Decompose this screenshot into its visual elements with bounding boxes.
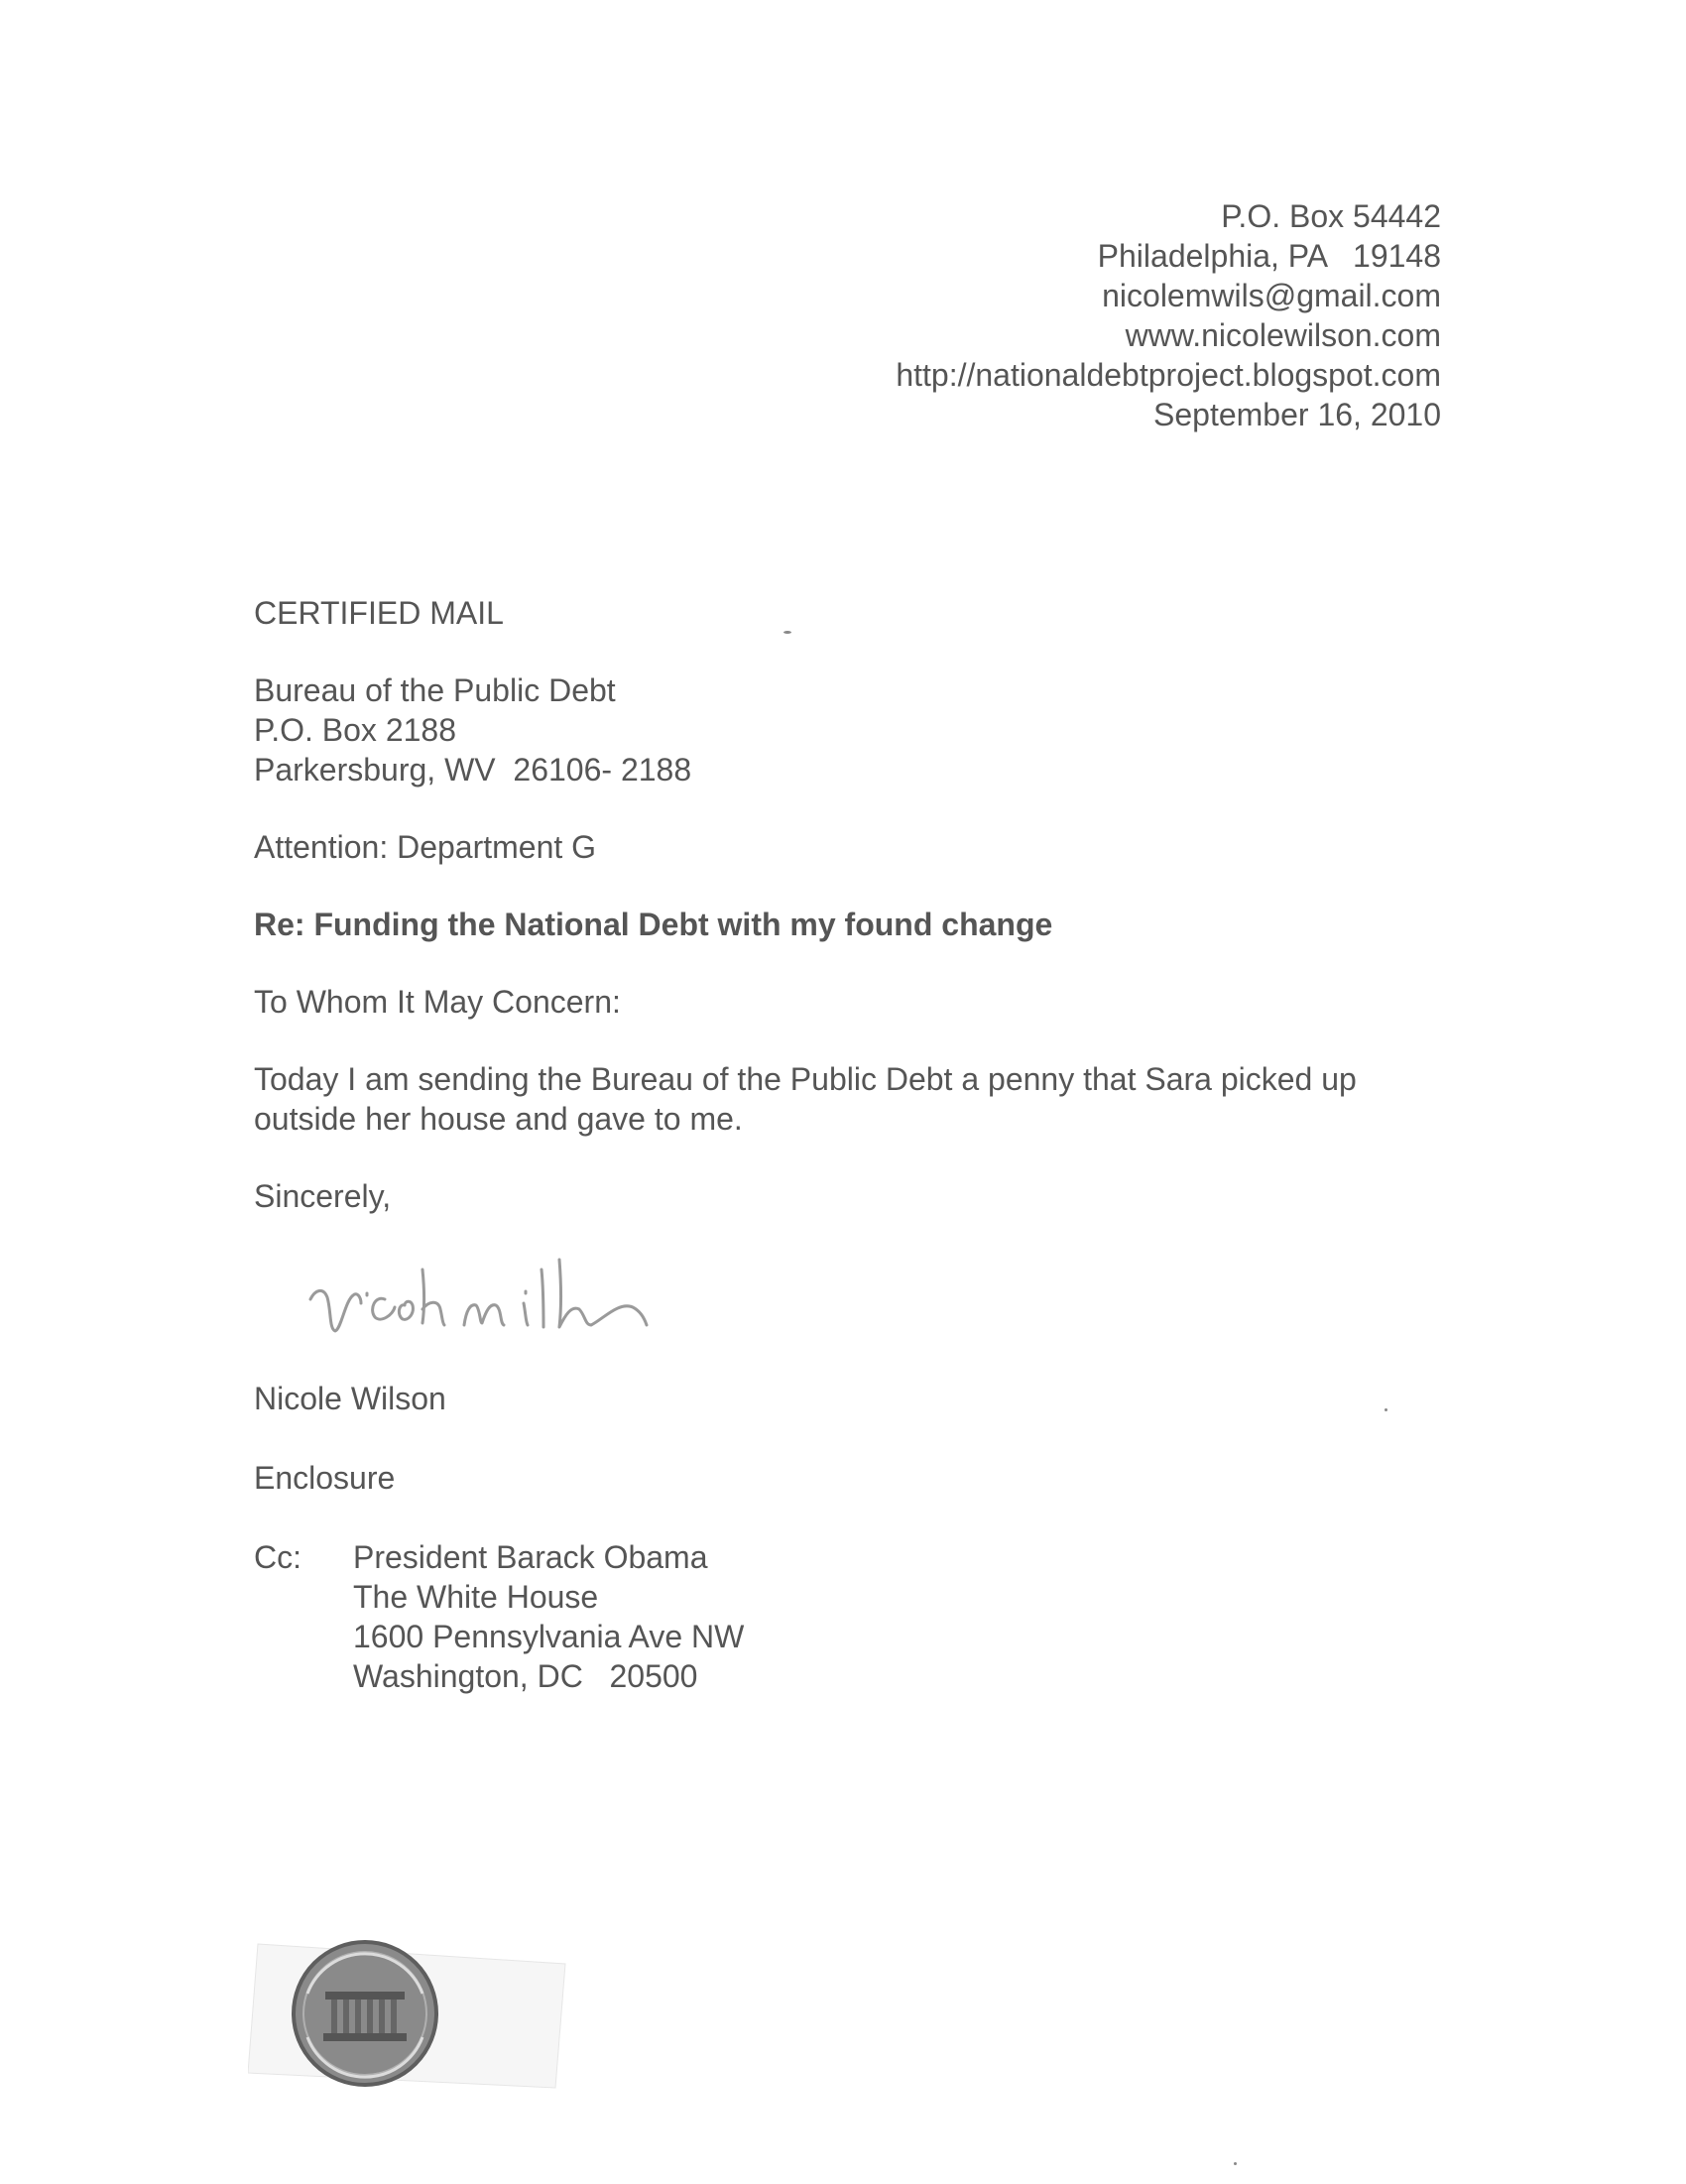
penny-coin-icon [294, 1942, 436, 2085]
taped-penny [248, 1934, 575, 2093]
body-line-1: Today I am sending the Bureau of the Public Debt a penny that Sara picked up [254, 1061, 1357, 1097]
letter-date: September 16, 2010 [1153, 397, 1441, 432]
cc-line-1: President Barack Obama [353, 1539, 708, 1575]
scan-speck [783, 631, 791, 634]
delivery-method: CERTIFIED MAIL [254, 595, 504, 631]
cc-label: Cc: [254, 1539, 301, 1575]
recipient-city-state-zip: Parkersburg, WV 26106- 2188 [254, 752, 692, 788]
scan-speck [1234, 2162, 1237, 2165]
recipient-name: Bureau of the Public Debt [254, 672, 616, 708]
handwritten-signature [305, 1240, 782, 1349]
cc-line-3: 1600 Pennsylvania Ave NW [353, 1619, 745, 1654]
cc-line-4: Washington, DC 20500 [353, 1658, 698, 1694]
sender-city-state-zip: Philadelphia, PA 19148 [1097, 238, 1441, 274]
signer-name: Nicole Wilson [254, 1381, 446, 1416]
closing: Sincerely, [254, 1178, 392, 1214]
sender-website: www.nicolewilson.com [1125, 317, 1441, 353]
body-line-2: outside her house and gave to me. [254, 1101, 743, 1137]
recipient-po-box: P.O. Box 2188 [254, 712, 456, 748]
cc-address [353, 1537, 744, 1696]
sender-email: nicolemwils@gmail.com [1102, 278, 1441, 313]
cc-line-2: The White House [353, 1579, 599, 1615]
letter-body [254, 593, 1444, 1216]
sender-address-block [896, 196, 1441, 434]
sender-po-box: P.O. Box 54442 [1221, 198, 1441, 234]
subject-line: Re: Funding the National Debt with my found change [254, 907, 1053, 942]
attention-line: Attention: Department G [254, 829, 597, 865]
scan-speck [1385, 1408, 1387, 1411]
enclosure-note: Enclosure [254, 1460, 396, 1496]
salutation: To Whom It May Concern: [254, 984, 621, 1020]
sender-blog: http://nationaldebtproject.blogspot.com [896, 357, 1441, 393]
